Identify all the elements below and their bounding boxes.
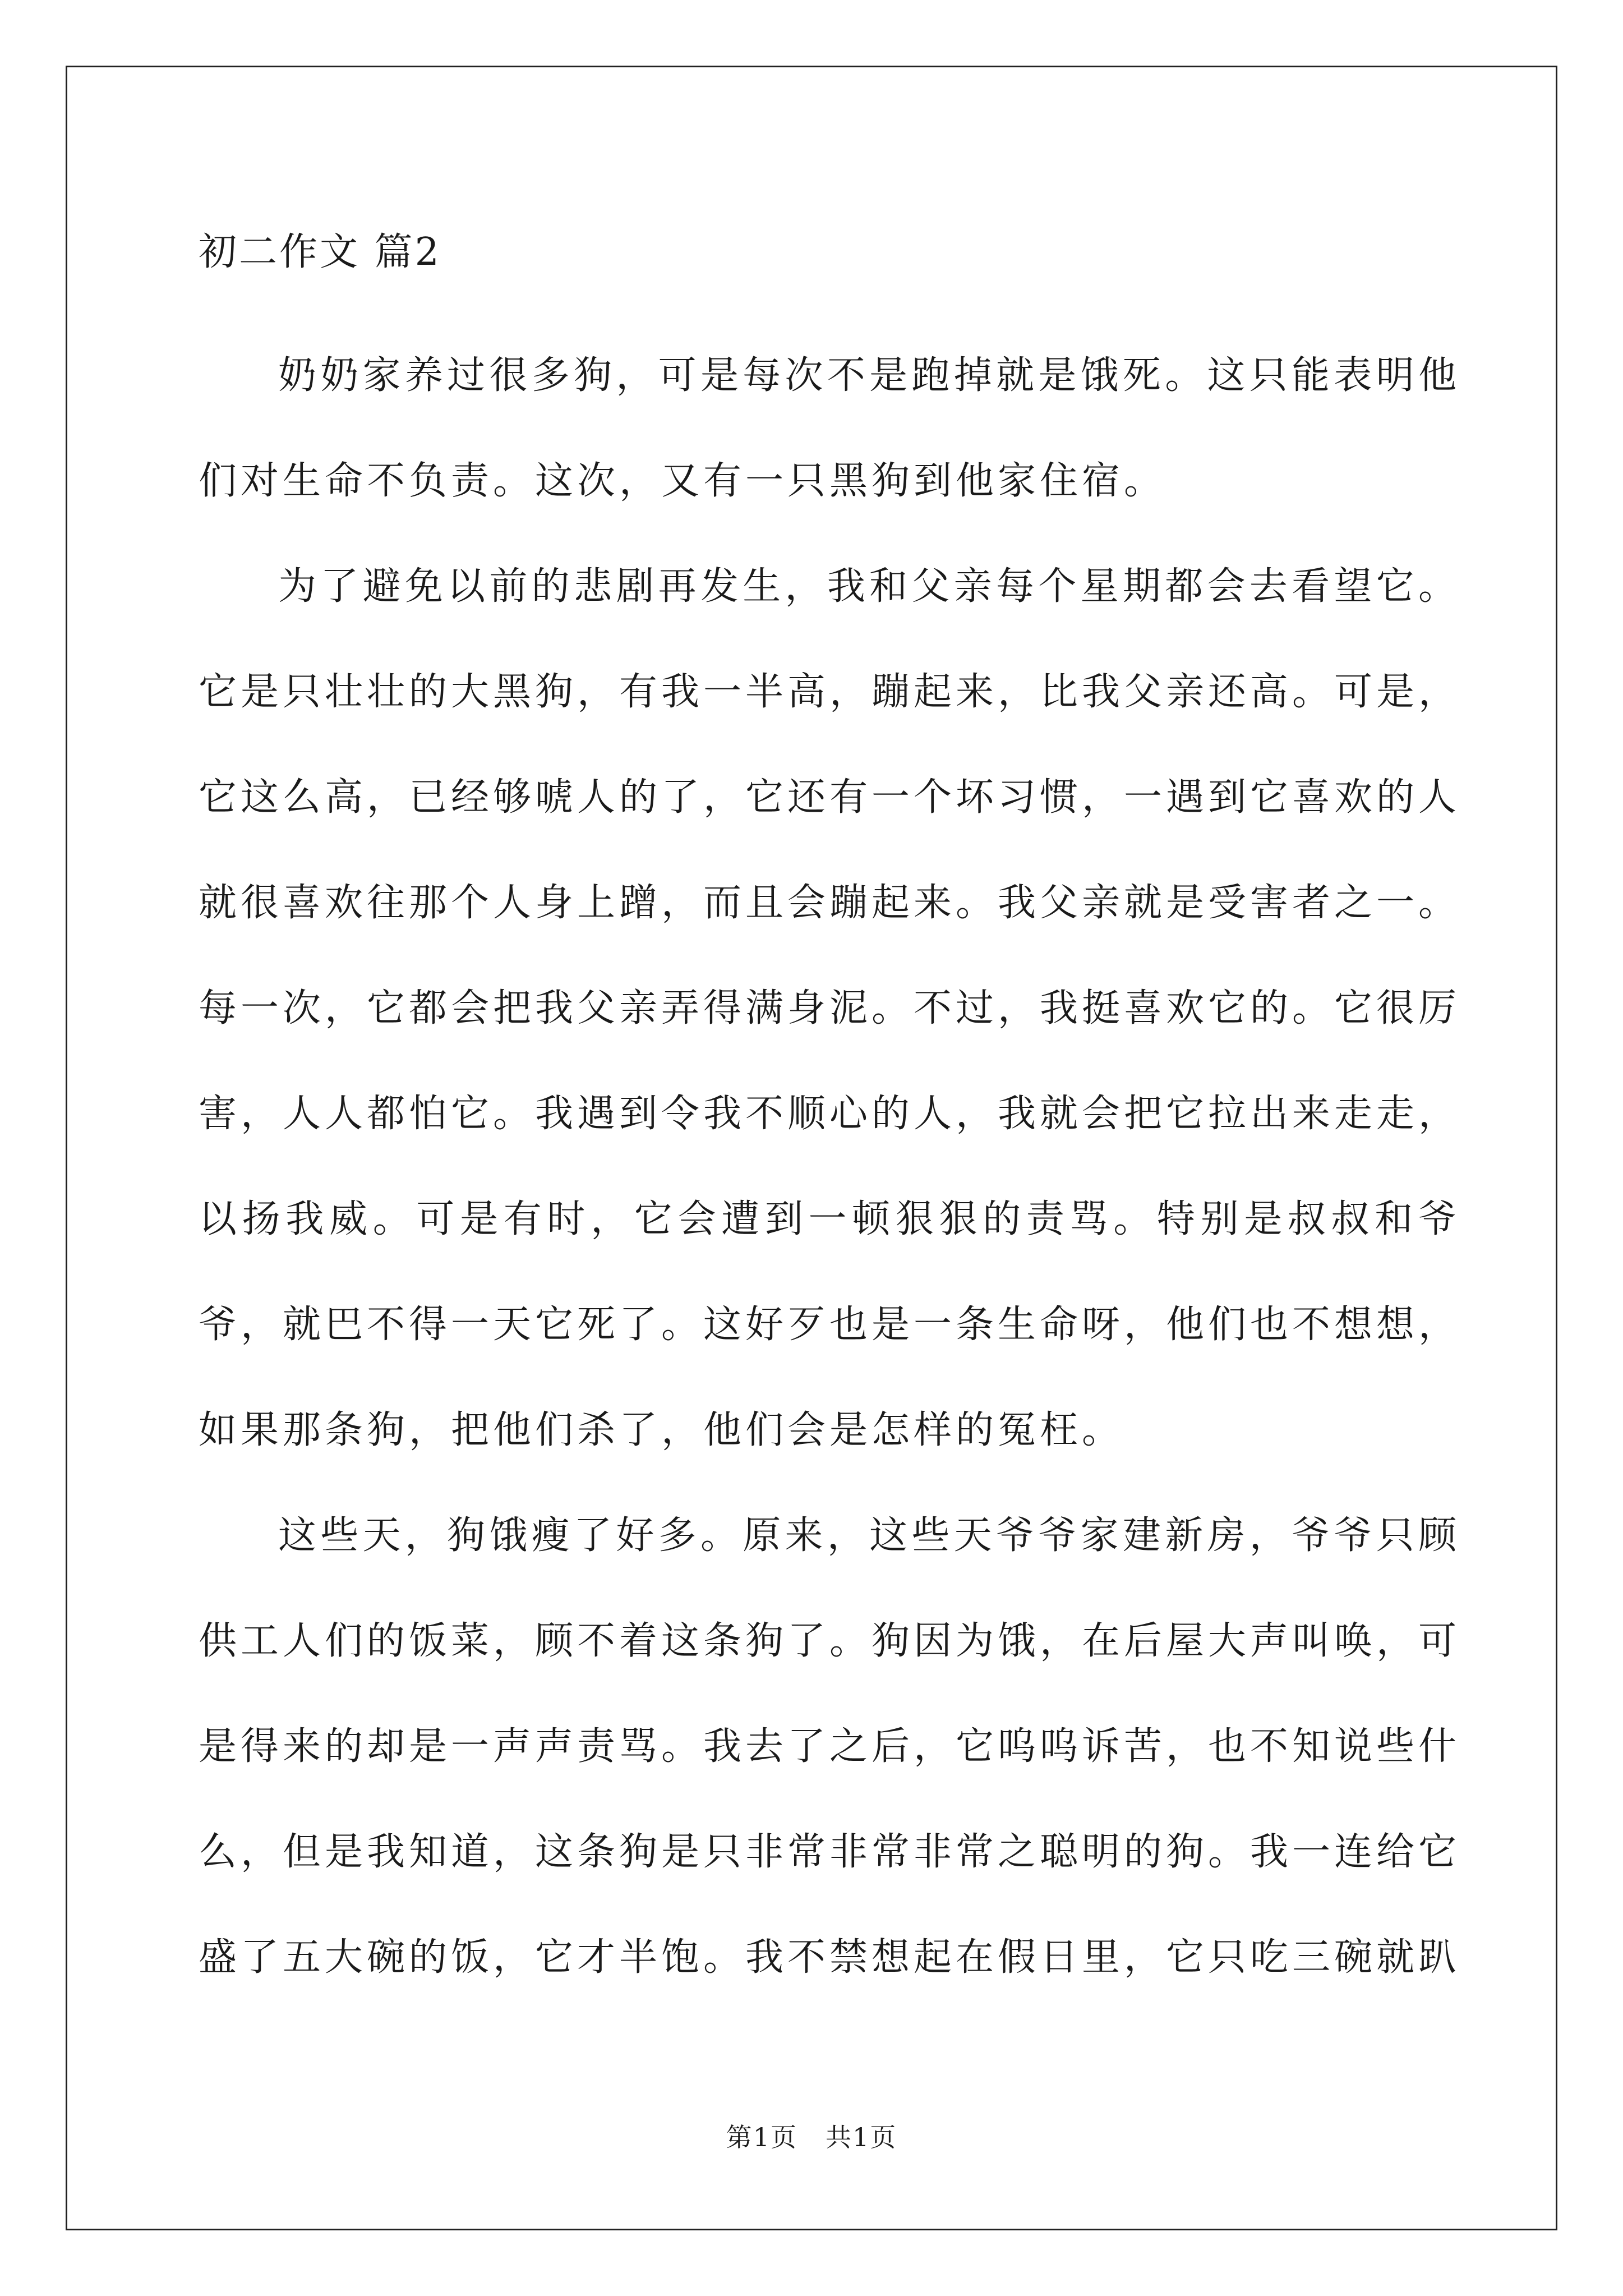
paragraph-1: 奶奶家养过很多狗，可是每次不是跑掉就是饿死。这只能表明他们对生命不负责。这次，又有一只黑狗到他家住宿。	[199, 353, 1460, 503]
document-body	[199, 219, 1460, 2010]
page-footer	[0, 2120, 1623, 2154]
page-number: 第1页	[726, 2122, 797, 2152]
paragraph-2: 为了避免以前的悲剧再发生，我和父亲每个星期都会去看望它。它是只壮壮的大黑狗，有我一半高，蹦起来，比我父亲还高。可是，它这么高，已经够唬人的了，它还有一个坏习惯，一遇到它喜欢的人就很喜欢往那个人身上蹭，而且会蹦起来。我父亲就是受害者之一。每一次，它都会把我父亲弄得满身泥。不过，我挺喜欢它的。它很厉害，人人都怕它。我遇到令我不顺心的人，我就会把它拉出来走走，以扬我威。可是有时，它会遭到一顿狠狠的责骂。特别是叔叔和爷爷，就巴不得一天它死了。这好歹也是一条生命呀，他们也不想想，如果那条狗，把他们杀了，他们会是怎样的冤枉。	[199, 564, 1461, 1452]
paragraph-3: 这些天，狗饿瘦了好多。原来，这些天爷爷家建新房，爷爷只顾供工人们的饭菜，顾不着这条狗了。狗因为饿，在后屋大声叫唤，可是得来的却是一声声责骂。我去了之后，它呜呜诉苦，也不知说些什么，但是我知道，这条狗是只非常非常非常之聪明的狗。我一连给它盛了五大碗的饭，它才半饱。我不禁想起在假日里，它只吃三碗就趴	[199, 1513, 1461, 1980]
page-total: 共1页	[826, 2122, 897, 2152]
document-title: 初二作文 篇2	[199, 230, 441, 274]
